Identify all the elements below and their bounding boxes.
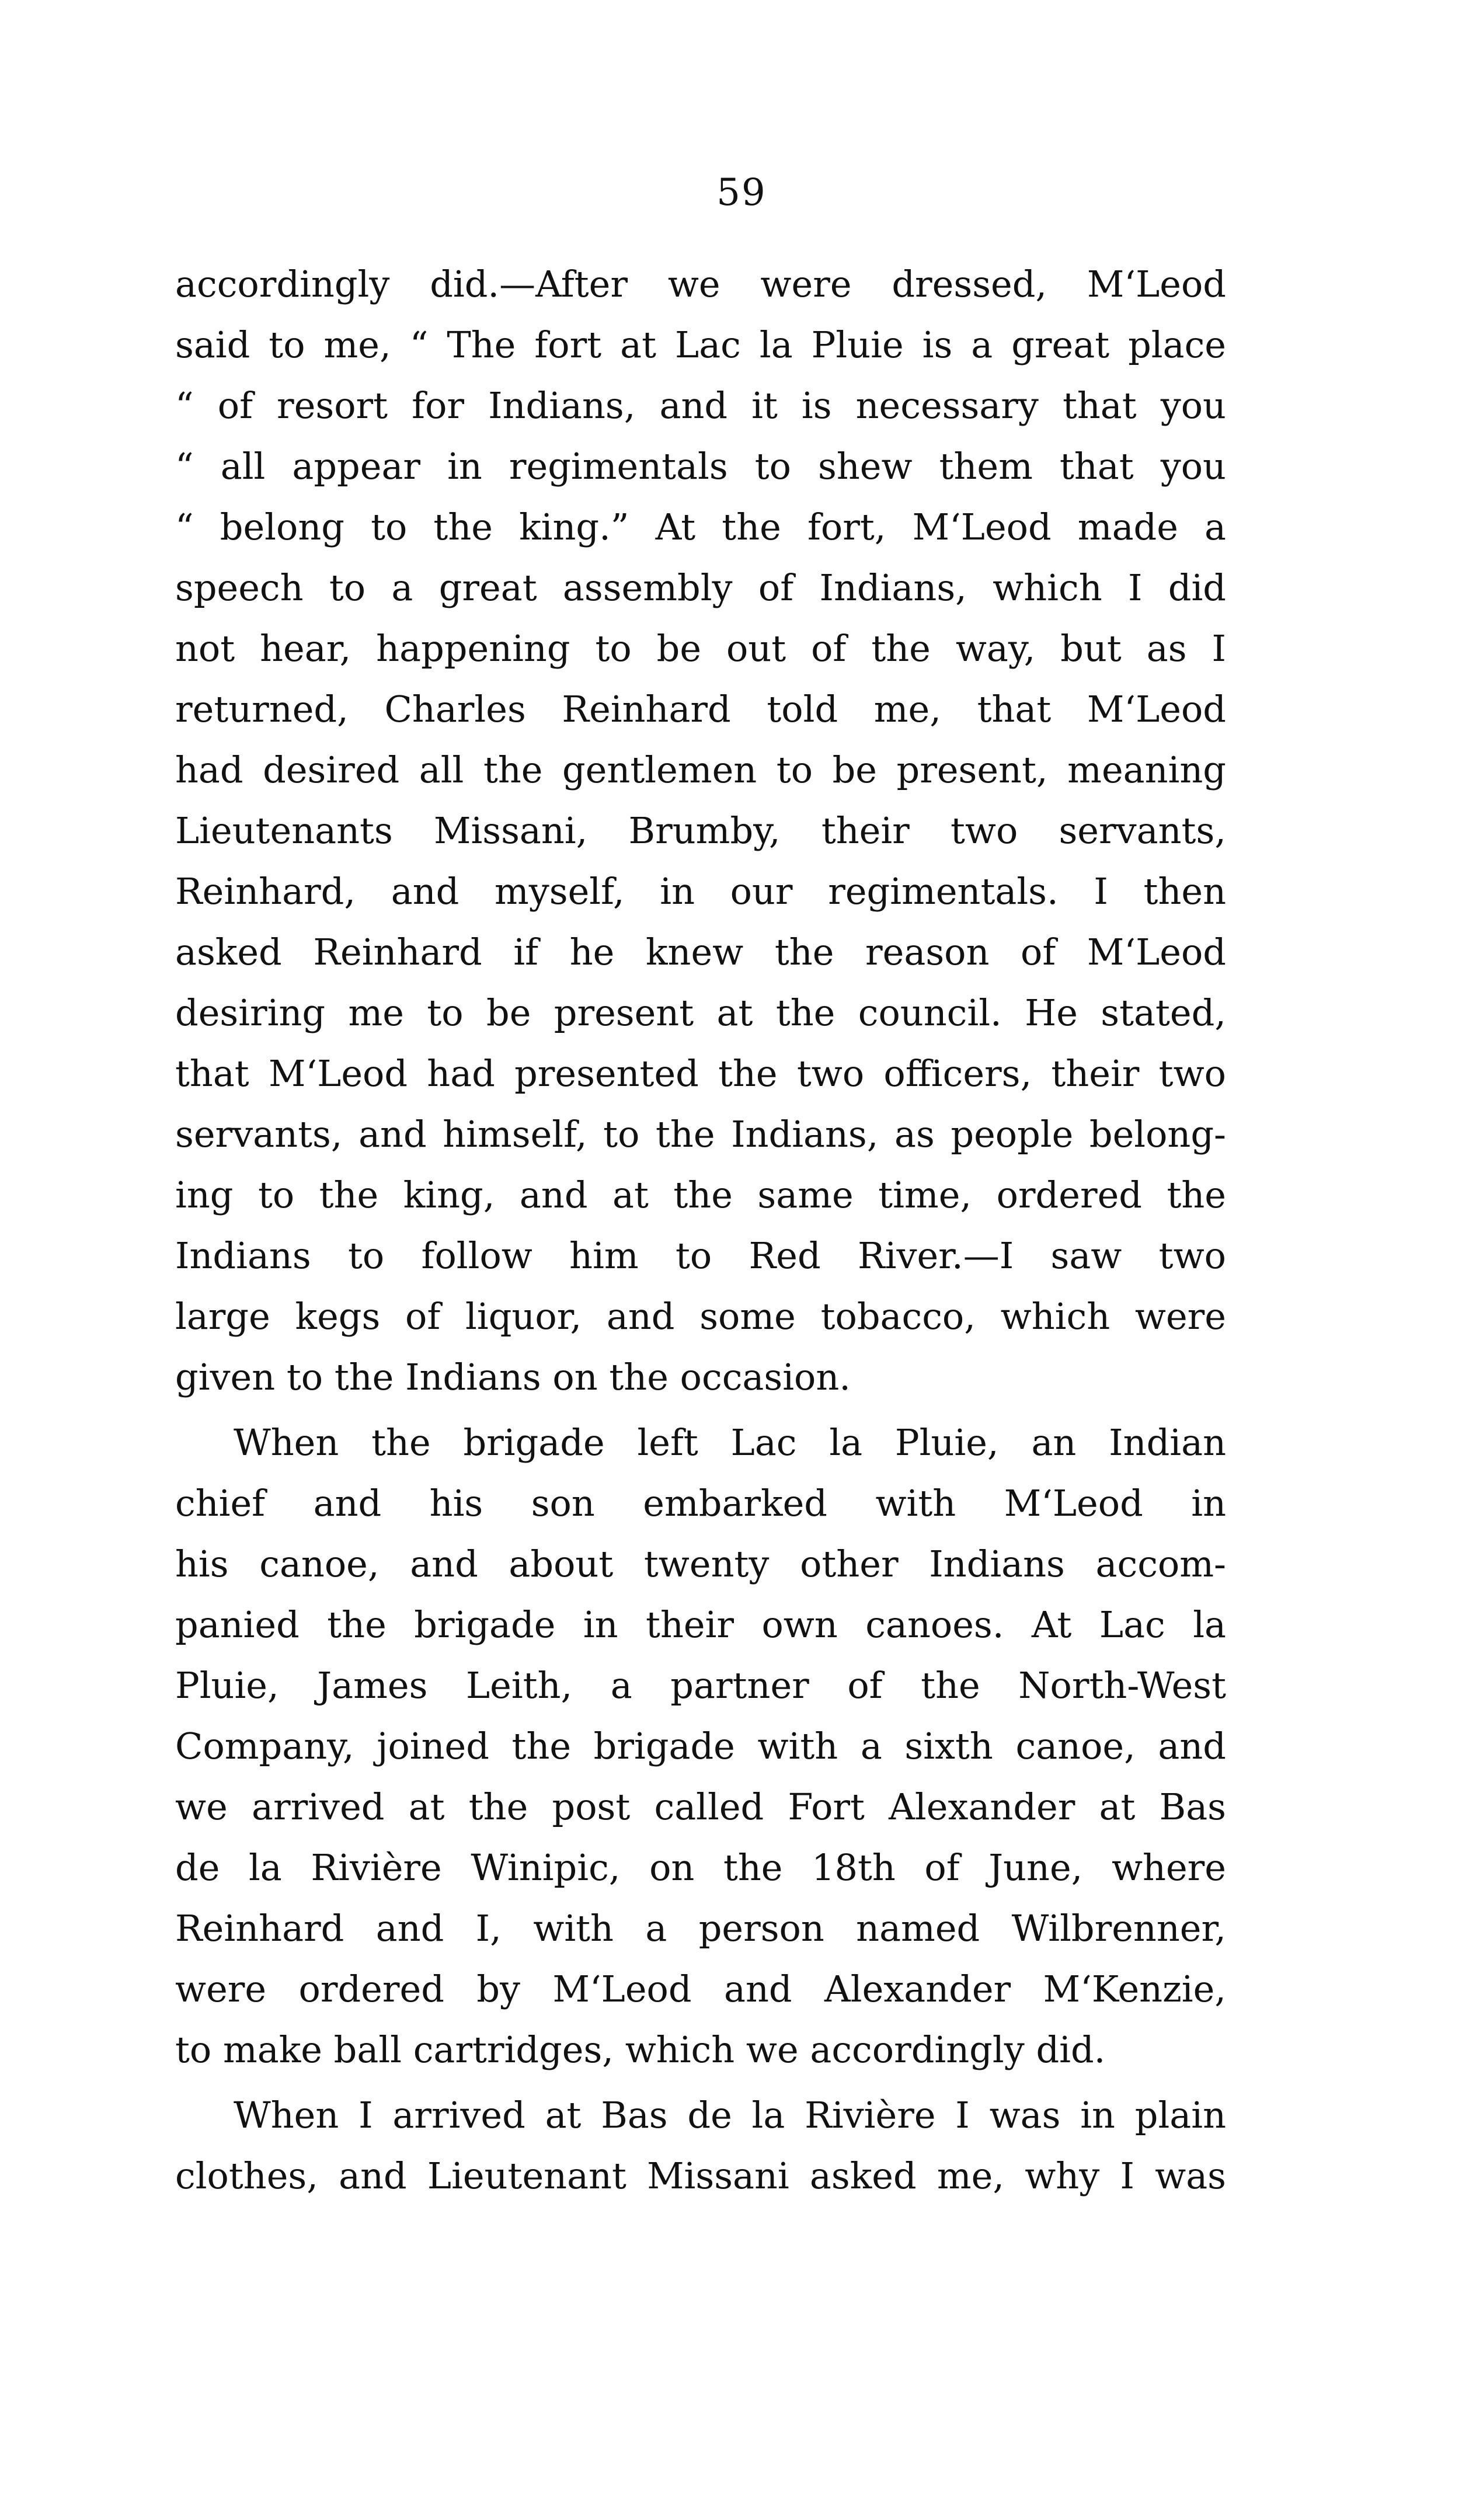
text-line: not hear, happening to be out of the way, but as I xyxy=(175,627,1226,670)
text-line: asked Reinhard if he knew the reason of M‘Leod xyxy=(175,931,1226,973)
text-line: that M‘Leod had presented the two officers, their two xyxy=(175,1052,1226,1095)
text-line: chief and his son embarked with M‘Leod in xyxy=(175,1482,1226,1524)
page-number: 59 xyxy=(716,171,767,214)
body-text xyxy=(175,254,1226,2206)
text-line: When the brigade left Lac la Pluie, an Indian xyxy=(234,1421,1226,1464)
text-line: Lieutenants Missani, Brumby, their two servants, xyxy=(175,809,1226,852)
text-line: Company, joined the brigade with a sixth canoe, and xyxy=(175,1725,1226,1767)
text-line: clothes, and Lieutenant Missani asked me, why I was xyxy=(175,2154,1226,2197)
text-line: had desired all the gentlemen to be present, meaning xyxy=(175,749,1226,791)
text-line: speech to a great assembly of Indians, which I did xyxy=(175,566,1226,609)
text-line: “ all appear in regimentals to shew them that you xyxy=(175,445,1226,488)
text-line: returned, Charles Reinhard told me, that M‘Leod xyxy=(175,688,1226,730)
text-line: large kegs of liquor, and some tobacco, which were xyxy=(175,1295,1226,1338)
text-line: panied the brigade in their own canoes. At Lac la xyxy=(175,1603,1226,1646)
paragraph-gap xyxy=(175,1408,1226,1412)
text-line: his canoe, and about twenty other Indians accom- xyxy=(175,1543,1226,1585)
text-line: ing to the king, and at the same time, ordered the xyxy=(175,1174,1226,1216)
text-line: said to me, “ The fort at Lac la Pluie is a great place xyxy=(175,323,1226,366)
paragraph xyxy=(175,254,1226,1408)
text-line: Reinhard and I, with a person named Wilbrenner, xyxy=(175,1907,1226,1950)
text-line: Pluie, James Leith, a partner of the North-West xyxy=(175,1664,1226,1707)
text-line: given to the Indians on the occasion. xyxy=(175,1356,851,1398)
text-line: we arrived at the post called Fort Alexander at Bas xyxy=(175,1785,1226,1828)
paragraph xyxy=(175,2085,1226,2206)
text-line: “ of resort for Indians, and it is necessary that you xyxy=(175,384,1226,427)
text-line: servants, and himself, to the Indians, as people belong- xyxy=(175,1113,1226,1155)
text-line: When I arrived at Bas de la Rivière I was in plain xyxy=(234,2094,1226,2136)
text-line: “ belong to the king.” At the fort, M‘Leod made a xyxy=(175,506,1226,548)
text-line: to make ball cartridges, which we accordingly did. xyxy=(175,2028,1106,2071)
text-line: accordingly did.—After we were dressed, M‘Leod xyxy=(175,263,1226,305)
text-line: desiring me to be present at the council. He stated, xyxy=(175,991,1226,1034)
paragraph xyxy=(175,1412,1226,2080)
text-line: Reinhard, and myself, in our regimentals. I then xyxy=(175,870,1226,913)
paragraph-gap xyxy=(175,2080,1226,2085)
text-line: de la Rivière Winipic, on the 18th of June, where xyxy=(175,1846,1226,1889)
text-line: were ordered by M‘Leod and Alexander M‘Kenzie, xyxy=(175,1968,1226,2010)
text-line: Indians to follow him to Red River.—I saw two xyxy=(175,1234,1226,1277)
